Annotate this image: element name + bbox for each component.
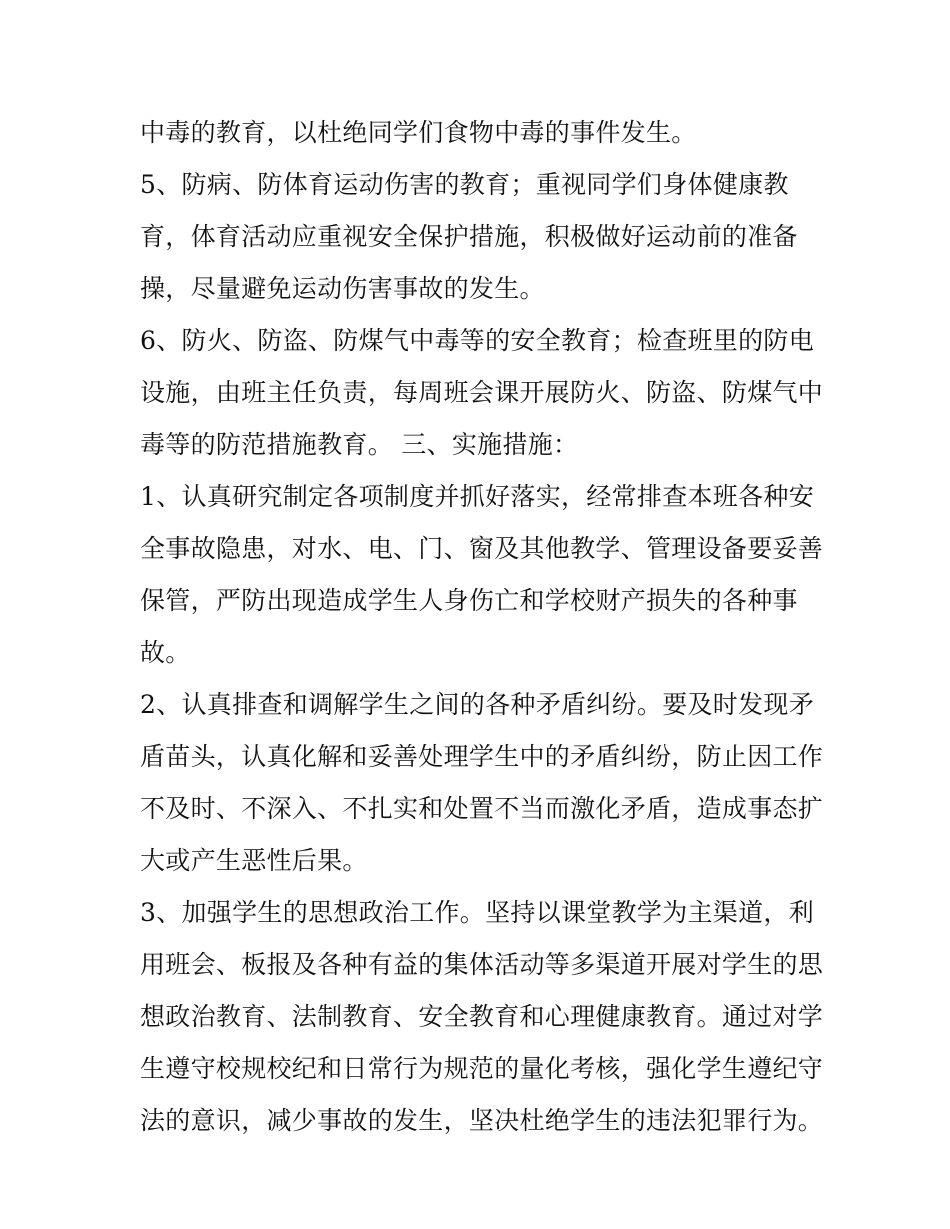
- body-text: [140, 107, 824, 1147]
- text-line: 1、认真研究制定各项制度并抓好落实，经常排查本班各种安: [140, 482, 815, 511]
- text-line: 生遵守校规校纪和日常行为规范的量化考核，强化学生遵纪守: [140, 1054, 824, 1083]
- text-line: 育，体育活动应重视安全保护措施，积极做好运动前的准备: [140, 222, 798, 251]
- text-line: 设施，由班主任负责，每周班会课开展防火、防盗、防煤气中: [140, 378, 824, 407]
- text-line: 保管，严防出现造成学生人身伤亡和学校财产损失的各种事: [140, 586, 798, 615]
- text-line: 3、加强学生的思想政治工作。坚持以课堂教学为主渠道，利: [140, 898, 815, 927]
- text-line: 6、防火、防盗、防煤气中毒等的安全教育；检查班里的防电: [140, 326, 815, 355]
- text-line: 法的意识，减少事故的发生，坚决杜绝学生的违法犯罪行为。: [140, 1106, 824, 1135]
- text-line: 故。: [140, 638, 191, 667]
- text-line: 盾苗头，认真化解和妥善处理学生中的矛盾纠纷，防止因工作: [140, 742, 824, 771]
- text-line: 5、防病、防体育运动伤害的教育；重视同学们身体健康教: [140, 170, 789, 199]
- text-line: 2、认真排查和调解学生之间的各种矛盾纠纷。要及时发现矛: [140, 690, 815, 719]
- text-line: 大或产生恶性后果。: [140, 846, 368, 875]
- text-line: 用班会、板报及各种有益的集体活动等多渠道开展对学生的思: [140, 950, 824, 979]
- text-line: 操，尽量避免运动伤害事故的发生。: [140, 274, 545, 303]
- text-line: 毒等的防范措施教育。 三、实施措施：: [140, 430, 579, 459]
- text-line: 中毒的教育，以杜绝同学们食物中毒的事件发生。: [140, 118, 697, 147]
- text-line: 全事故隐患，对水、电、门、窗及其他教学、管理设备要妥善: [140, 534, 824, 563]
- text-line: 想政治教育、法制教育、安全教育和心理健康教育。通过对学: [140, 1002, 824, 1031]
- text-line: 不及时、不深入、不扎实和处置不当而激化矛盾，造成事态扩: [140, 794, 824, 823]
